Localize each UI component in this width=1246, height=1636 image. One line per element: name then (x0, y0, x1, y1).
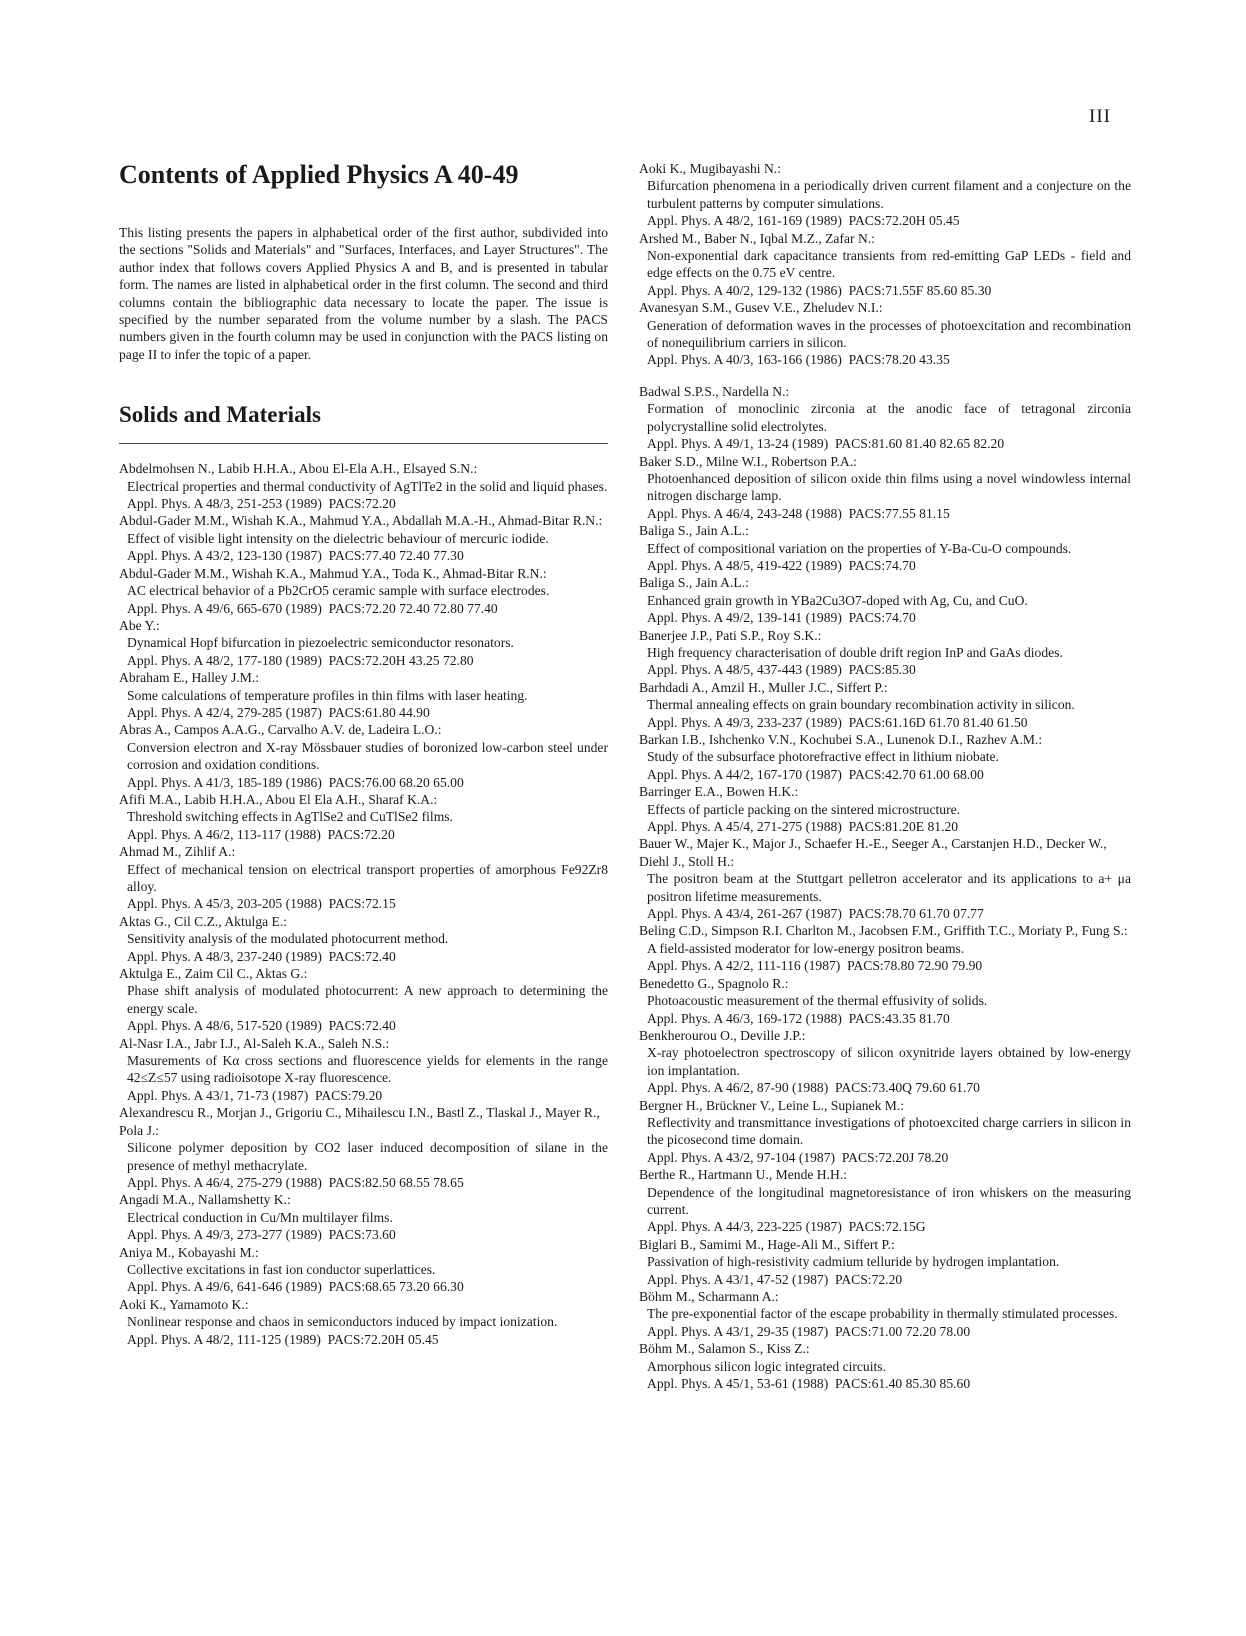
entry-citation: Appl. Phys. A 46/2, 113-117 (1988) PACS:72.20 (127, 826, 395, 842)
entry-authors: Barringer E.A., Bowen H.K.: (639, 784, 799, 800)
entry-title: Photoacoustic measurement of the thermal effusivity of solids. (647, 993, 988, 1009)
entry-citation: Appl. Phys. A 48/5, 437-443 (1989) PACS:85.30 (647, 662, 916, 678)
bibliography-entry (119, 791, 608, 843)
entry-title: Conversion electron and X-ray Mössbauer studies of boronized low-carbon steel under corrosion and oxidation conditions. (127, 739, 608, 773)
entry-list-right-a (639, 160, 1131, 369)
entry-title: X-ray photoelectron spectroscopy of silicon oxynitride layers obtained by low-energy ion implantation. (647, 1045, 1131, 1078)
entry-title: Dynamical Hopf bifurcation in piezoelectric semiconductor resonators. (127, 635, 514, 651)
entry-citation: Appl. Phys. A 46/4, 243-248 (1988) PACS:77.55 81.15 (647, 505, 950, 521)
bibliography-entry (119, 1191, 608, 1243)
entry-authors: Aktas G., Cil C.Z., Aktulga E.: (119, 913, 288, 929)
entry-authors: Abe Y.: (119, 617, 160, 633)
section-divider (119, 443, 608, 444)
entry-authors: Abdul-Gader M.M., Wishah K.A., Mahmud Y.A., Toda K., Ahmad-Bitar R.N.: (119, 565, 547, 581)
entry-authors: Badwal S.P.S., Nardella N.: (639, 383, 790, 399)
entry-citation: Appl. Phys. A 48/3, 251-253 (1989) PACS:72.20 (127, 496, 396, 512)
left-column (119, 160, 608, 1348)
bibliography-entry (119, 565, 608, 617)
entry-title: Passivation of high-resistivity cadmium telluride by hydrogen implantation. (647, 1254, 1060, 1270)
bibliography-entry (639, 522, 1131, 574)
entry-citation: Appl. Phys. A 43/1, 47-52 (1987) PACS:72.20 (647, 1271, 903, 1287)
entry-title: Effects of particle packing on the sintered microstructure. (647, 801, 961, 817)
bibliography-entry (639, 1288, 1131, 1340)
entry-title: Electrical conduction in Cu/Mn multilayer films. (127, 1209, 393, 1225)
entry-title: Nonlinear response and chaos in semiconductors induced by impact ionization. (127, 1314, 558, 1330)
entry-title: Sensitivity analysis of the modulated photocurrent method. (127, 931, 449, 947)
entry-authors: Afifi M.A., Labib H.H.A., Abou El Ela A.H., Sharaf K.A.: (119, 791, 438, 807)
bibliography-entry (119, 460, 608, 512)
entry-citation: Appl. Phys. A 48/6, 517-520 (1989) PACS:72.40 (127, 1018, 396, 1034)
bibliography-entry (639, 1236, 1131, 1288)
section-title: Solids and Materials (119, 402, 321, 428)
entry-title: Thermal annealing effects on grain boundary recombination activity in silicon. (647, 697, 1075, 713)
entry-citation: Appl. Phys. A 48/5, 419-422 (1989) PACS:74.70 (647, 557, 916, 573)
entry-authors: Biglari B., Samimi M., Hage-Ali M., Siffert P.: (639, 1236, 895, 1252)
bibliography-entry (119, 965, 608, 1035)
bibliography-entry (119, 843, 608, 913)
entry-title: Threshold switching effects in AgTlSe2 and CuTlSe2 films. (127, 809, 453, 825)
entry-title: Study of the subsurface photorefractive effect in lithium niobate. (647, 749, 999, 765)
bibliography-entry (639, 574, 1131, 626)
bibliography-entry (119, 1296, 608, 1348)
bibliography-entry (639, 453, 1131, 523)
bibliography-entry (639, 160, 1131, 230)
bibliography-entry (119, 1035, 608, 1105)
entry-citation: Appl. Phys. A 42/4, 279-285 (1987) PACS:61.80 44.90 (127, 704, 430, 720)
bibliography-entry (119, 617, 608, 669)
entry-title: High frequency characterisation of double drift region InP and GaAs diodes. (647, 644, 1063, 660)
entry-citation: Appl. Phys. A 40/2, 129-132 (1986) PACS:71.55F 85.60 85.30 (647, 282, 992, 298)
entry-authors: Abdelmohsen N., Labib H.H.A., Abou El-Ela A.H., Elsayed S.N.: (119, 461, 478, 477)
entry-citation: Appl. Phys. A 49/3, 233-237 (1989) PACS:61.16D 61.70 81.40 61.50 (647, 714, 1028, 730)
entry-citation: Appl. Phys. A 49/2, 139-141 (1989) PACS:74.70 (647, 610, 916, 626)
entry-citation: Appl. Phys. A 49/3, 273-277 (1989) PACS:73.60 (127, 1227, 396, 1243)
entry-citation: Appl. Phys. A 43/2, 97-104 (1987) PACS:72.20J 78.20 (647, 1149, 949, 1165)
entry-authors: Abraham E., Halley J.M.: (119, 670, 260, 686)
entry-citation: Appl. Phys. A 45/3, 203-205 (1988) PACS:72.15 (127, 896, 396, 912)
entry-title: Formation of monoclinic zirconia at the anodic face of tetragonal zirconia polycrystalline solid electrolytes. (647, 401, 1131, 434)
entry-title: Amorphous silicon logic integrated circuits. (647, 1358, 886, 1374)
entry-title: Dependence of the longitudinal magnetoresistance of iron whiskers on the measuring current. (647, 1184, 1131, 1217)
entry-title: Photoenhanced deposition of silicon oxide thin films using a novel windowless internal nitrogen discharge lamp. (647, 470, 1131, 504)
entry-title: Electrical properties and thermal conductivity of AgTlTe2 in the solid and liquid phases. (127, 478, 608, 494)
entry-citation: Appl. Phys. A 48/2, 111-125 (1989) PACS:72.20H 05.45 (127, 1331, 439, 1347)
entry-citation: Appl. Phys. A 49/6, 641-646 (1989) PACS:68.65 73.20 66.30 (127, 1279, 464, 1295)
entry-authors: Abdul-Gader M.M., Wishah K.A., Mahmud Y.A., Abdallah M.A.-H., Ahmad-Bitar R.N.: (119, 513, 603, 529)
entry-authors: Aoki K., Mugibayashi N.: (639, 161, 781, 176)
entry-title: Phase shift analysis of modulated photocurrent: A new approach to determining the energy scale. (127, 983, 608, 1016)
entry-title: Bifurcation phenomena in a periodically driven current filament and a conjecture on the turbulent patterns by computer simulations. (647, 178, 1131, 211)
entry-list-left (119, 460, 608, 1348)
entry-citation: Appl. Phys. A 49/1, 13-24 (1989) PACS:81.60 81.40 82.65 82.20 (647, 436, 1005, 452)
bibliography-entry (119, 1104, 608, 1191)
entry-authors: Avanesyan S.M., Gusev V.E., Zheludev N.I.: (639, 300, 883, 316)
right-column (639, 160, 1131, 1392)
entry-authors: Baliga S., Jain A.L.: (639, 523, 749, 539)
page-title: Contents of Applied Physics A 40-49 (119, 160, 519, 189)
entry-authors: Banerjee J.P., Pati S.P., Roy S.K.: (639, 627, 822, 643)
bibliography-entry (639, 835, 1131, 922)
entry-authors: Arshed M., Baber N., Iqbal M.Z., Zafar N.: (639, 230, 875, 246)
bibliography-entry (119, 1244, 608, 1296)
entry-authors: Böhm M., Salamon S., Kiss Z.: (639, 1341, 810, 1357)
bibliography-entry (639, 1097, 1131, 1167)
entry-authors: Abras A., Campos A.A.G., Carvalho A.V. de, Ladeira L.O.: (119, 722, 442, 738)
entry-title: Effect of visible light intensity on the dielectric behaviour of mercuric iodide. (127, 530, 549, 546)
entry-title: Some calculations of temperature profiles in thin films with laser heating. (127, 687, 528, 703)
entry-citation: Appl. Phys. A 43/4, 261-267 (1987) PACS:78.70 61.70 07.77 (647, 906, 984, 922)
bibliography-entry (119, 512, 608, 564)
bibliography-entry (119, 721, 608, 791)
entry-title: Collective excitations in fast ion conductor superlattices. (127, 1261, 436, 1277)
entry-citation: Appl. Phys. A 42/2, 111-116 (1987) PACS:78.80 72.90 79.90 (647, 958, 983, 974)
entry-authors: Alexandrescu R., Morjan J., Grigoriu C., Mihailescu I.N., Bastl Z., Tlaskal J., Mayer R., Pola J.: (119, 1105, 600, 1138)
bibliography-entry (639, 627, 1131, 679)
bibliography-entry (639, 1027, 1131, 1097)
entry-title: The positron beam at the Stuttgart pelletron accelerator and its applications to a+ μa positron lifetime measurements. (647, 871, 1131, 904)
entry-citation: Appl. Phys. A 43/1, 29-35 (1987) PACS:71.00 72.20 78.00 (647, 1323, 971, 1339)
entry-authors: Al-Nasr I.A., Jabr I.J., Al-Saleh K.A., Saleh N.S.: (119, 1035, 390, 1051)
bibliography-entry (639, 922, 1131, 974)
bibliography-entry (639, 299, 1131, 369)
bibliography-entry (639, 383, 1131, 453)
entry-citation: Appl. Phys. A 45/1, 53-61 (1988) PACS:61.40 85.30 85.60 (647, 1376, 971, 1392)
entry-authors: Ahmad M., Zihlif A.: (119, 844, 236, 860)
entry-authors: Böhm M., Scharmann A.: (639, 1289, 779, 1304)
entry-authors: Barkan I.B., Ishchenko V.N., Kochubei S.A., Lunenok D.I., Razhev A.M.: (639, 732, 1043, 747)
group-gap (639, 369, 1131, 383)
entry-authors: Benedetto G., Spagnolo R.: (639, 975, 789, 991)
page-number: III (1089, 106, 1111, 127)
entry-title: A field-assisted moderator for low-energy positron beams. (647, 940, 965, 956)
entry-authors: Baker S.D., Milne W.I., Robertson P.A.: (639, 453, 857, 469)
entry-authors: Aoki K., Yamamoto K.: (119, 1296, 249, 1312)
bibliography-entry (639, 975, 1131, 1027)
entry-authors: Bauer W., Majer K., Major J., Schaefer H.-E., Seeger A., Carstanjen H.D., Decker W., Diehl J., Stoll H.: (639, 836, 1107, 869)
entry-citation: Appl. Phys. A 44/3, 223-225 (1987) PACS:72.15G (647, 1219, 926, 1235)
entry-title: The pre-exponential factor of the escape probability in thermally stimulated processes. (647, 1306, 1118, 1322)
bibliography-entry (119, 913, 608, 965)
bibliography-entry (639, 679, 1131, 731)
entry-citation: Appl. Phys. A 44/2, 167-170 (1987) PACS:42.70 61.00 68.00 (647, 766, 984, 782)
entry-authors: Barhdadi A., Amzil H., Muller J.C., Siffert P.: (639, 679, 888, 695)
entry-citation: Appl. Phys. A 48/2, 177-180 (1989) PACS:72.20H 43.25 72.80 (127, 652, 474, 668)
entry-authors: Berthe R., Hartmann U., Mende H.H.: (639, 1167, 848, 1183)
entry-title: Non-exponential dark capacitance transients from red-emitting GaP LEDs - field and edge effects on the 0.75 eV centre. (647, 248, 1131, 281)
entry-authors: Angadi M.A., Nallamshetty K.: (119, 1192, 291, 1208)
entry-authors: Baliga S., Jain A.L.: (639, 575, 749, 591)
entry-citation: Appl. Phys. A 46/2, 87-90 (1988) PACS:73.40Q 79.60 61.70 (647, 1080, 980, 1096)
entry-citation: Appl. Phys. A 43/1, 71-73 (1987) PACS:79.20 (127, 1087, 383, 1103)
entry-title: Effect of mechanical tension on electrical transport properties of amorphous Fe92Zr8 alloy. (127, 861, 608, 894)
bibliography-entry (639, 731, 1131, 783)
entry-citation: Appl. Phys. A 49/6, 665-670 (1989) PACS:72.20 72.40 72.80 77.40 (127, 600, 498, 616)
entry-citation: Appl. Phys. A 40/3, 163-166 (1986) PACS:78.20 43.35 (647, 352, 950, 368)
entry-citation: Appl. Phys. A 43/2, 123-130 (1987) PACS:77.40 72.40 77.30 (127, 548, 464, 564)
entry-authors: Bergner H., Brückner V., Leine L., Supianek M.: (639, 1097, 905, 1113)
entry-citation: Appl. Phys. A 48/2, 161-169 (1989) PACS:72.20H 05.45 (647, 213, 960, 229)
entry-citation: Appl. Phys. A 48/3, 237-240 (1989) PACS:72.40 (127, 948, 396, 964)
intro-paragraph: This listing presents the papers in alphabetical order of the first author, subdivided into the sections "Solids and Materials" and "Surfaces, Interfaces, and Layer Structures". The author index that follows covers Applied Physics A and B, and is presented in tabular form. The names are listed in alphabetical order in the first column. The second and third columns contain the bibliographic data necessary to locate the paper. The issue is specified by the number separated from the volume number by a slash. The PACS numbers given in the fourth column may be used in conjunction with the PACS listing on page II to infer the topic of a paper. (119, 225, 608, 362)
bibliography-entry (639, 1166, 1131, 1236)
bibliography-entry (639, 1340, 1131, 1392)
entry-authors: Beling C.D., Simpson R.I. Charlton M., Jacobsen F.M., Griffith T.C., Moriaty P., Fung S.: (639, 923, 1128, 939)
bibliography-entry (639, 230, 1131, 300)
entry-title: Reflectivity and transmittance investigations of photoexcited charge carriers in silicon in the picosecond time domain. (647, 1114, 1131, 1148)
entry-title: Effect of compositional variation on the properties of Y-Ba-Cu-O compounds. (647, 540, 1072, 556)
entry-citation: Appl. Phys. A 46/4, 275-279 (1988) PACS:82.50 68.55 78.65 (127, 1174, 464, 1190)
bibliography-entry (119, 669, 608, 721)
entry-citation: Appl. Phys. A 41/3, 185-189 (1986) PACS:76.00 68.20 65.00 (127, 774, 464, 790)
entry-authors: Benkherourou O., Deville J.P.: (639, 1027, 806, 1043)
entry-title: Generation of deformation waves in the processes of photoexcitation and recombination of nonequilibrium carriers in silicon. (647, 317, 1131, 351)
entry-authors: Aktulga E., Zaim Cil C., Aktas G.: (119, 966, 308, 982)
entry-list-right-b (639, 383, 1131, 1393)
entry-citation: Appl. Phys. A 45/4, 271-275 (1988) PACS:81.20E 81.20 (647, 819, 959, 835)
entry-title: Enhanced grain growth in YBa2Cu3O7-doped with Ag, Cu, and CuO. (647, 592, 1028, 608)
entry-title: Silicone polymer deposition by CO2 laser induced decomposition of silane in the presence of methyl methacrylate. (127, 1140, 608, 1173)
entry-authors: Aniya M., Kobayashi M.: (119, 1244, 259, 1260)
bibliography-entry (639, 783, 1131, 835)
entry-citation: Appl. Phys. A 46/3, 169-172 (1988) PACS:43.35 81.70 (647, 1010, 950, 1026)
entry-title: AC electrical behavior of a Pb2CrO5 ceramic sample with surface electrodes. (127, 583, 550, 599)
entry-title: Masurements of Kα cross sections and fluorescence yields for elements in the range 42≤Z≤57 using radioisotope X-ray fluorescence. (127, 1053, 608, 1086)
